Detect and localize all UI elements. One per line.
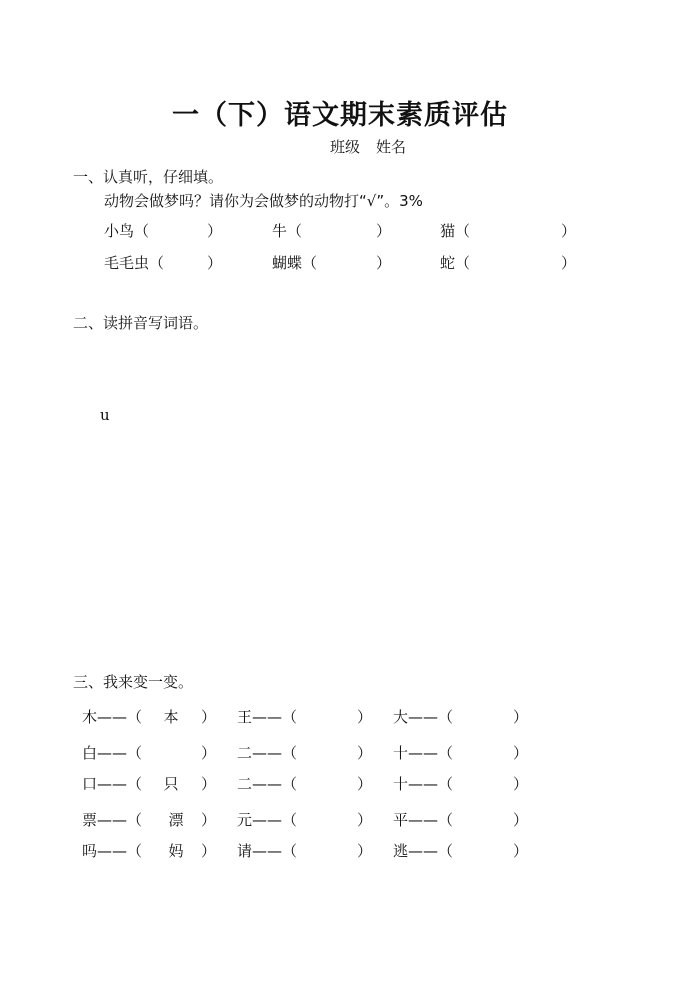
- transform-left: 逃——（: [393, 842, 454, 860]
- animal-item-cow-close: ）: [376, 222, 392, 240]
- transform-left: 二——（: [237, 775, 298, 793]
- transform-close: ）: [357, 775, 373, 793]
- transform-left: 平——（: [393, 811, 454, 829]
- animal-item-butterfly-close: ）: [376, 254, 392, 272]
- animal-item-bird[interactable]: [104, 220, 149, 241]
- transform-left: 票——（: [82, 811, 143, 829]
- transform-left: 王——（: [237, 708, 298, 726]
- transform-answer[interactable]: 本: [163, 708, 179, 726]
- transform-left: 白——（: [82, 744, 143, 762]
- transform-answer[interactable]: 只: [163, 775, 179, 793]
- transform-close: ）: [201, 775, 217, 793]
- transform-close: ）: [513, 775, 529, 793]
- section3-heading: 三、我来变一变。: [73, 673, 194, 691]
- transform-close: ）: [513, 744, 529, 762]
- transform-left: 大——（: [393, 708, 454, 726]
- animal-item-cow[interactable]: [272, 220, 302, 241]
- transform-close: ）: [357, 842, 373, 860]
- transform-close: ）: [513, 811, 529, 829]
- animal-item-butterfly[interactable]: [272, 252, 317, 273]
- transform-close: ）: [201, 842, 217, 860]
- transform-close: ）: [357, 708, 373, 726]
- transform-left: 吗——（: [82, 842, 143, 860]
- transform-left: 木——（: [82, 708, 143, 726]
- transform-close: ）: [201, 744, 217, 762]
- section1-question: 动物会做梦吗？请你为会做梦的动物打“√”。3%: [104, 192, 423, 210]
- section1-heading: 一、认真听，仔细填。: [73, 168, 224, 186]
- transform-left: 口——（: [82, 775, 143, 793]
- page-title: 一（下）语文期末素质评估: [172, 100, 508, 131]
- section2-heading: 二、读拼音写词语。: [73, 314, 209, 332]
- animal-item-caterpillar-close: ）: [207, 254, 223, 272]
- animal-item-cat-close: ）: [561, 222, 577, 240]
- animal-item-bird-close: ）: [207, 222, 223, 240]
- transform-close: ）: [513, 842, 529, 860]
- animal-label: 蛇（: [440, 254, 471, 272]
- animal-label: 毛毛虫（: [104, 254, 165, 272]
- animal-item-cat[interactable]: [440, 220, 470, 241]
- transform-left: 请——（: [237, 842, 298, 860]
- transform-answer[interactable]: 妈: [168, 842, 184, 860]
- animal-item-caterpillar[interactable]: [104, 252, 164, 273]
- animal-label: 猫（: [440, 222, 471, 240]
- transform-left: 二——（: [237, 744, 298, 762]
- transform-close: ）: [357, 744, 373, 762]
- transform-left: 十——（: [393, 775, 454, 793]
- name-label: 姓名: [376, 138, 407, 156]
- animal-item-snake-close: ）: [561, 254, 577, 272]
- animal-label: 小鸟（: [104, 222, 150, 240]
- transform-left: 十——（: [393, 744, 454, 762]
- transform-close: ）: [201, 811, 217, 829]
- class-label: 班级: [330, 138, 361, 156]
- pinyin-fragment: u: [100, 406, 110, 424]
- transform-close: ）: [513, 708, 529, 726]
- transform-close: ）: [357, 811, 373, 829]
- animal-label: 蝴蝶（: [272, 254, 318, 272]
- animal-label: 牛（: [272, 222, 303, 240]
- transform-close: ）: [201, 708, 217, 726]
- animal-item-snake[interactable]: [440, 252, 470, 273]
- transform-answer[interactable]: 漂: [168, 811, 184, 829]
- transform-left: 元——（: [237, 811, 298, 829]
